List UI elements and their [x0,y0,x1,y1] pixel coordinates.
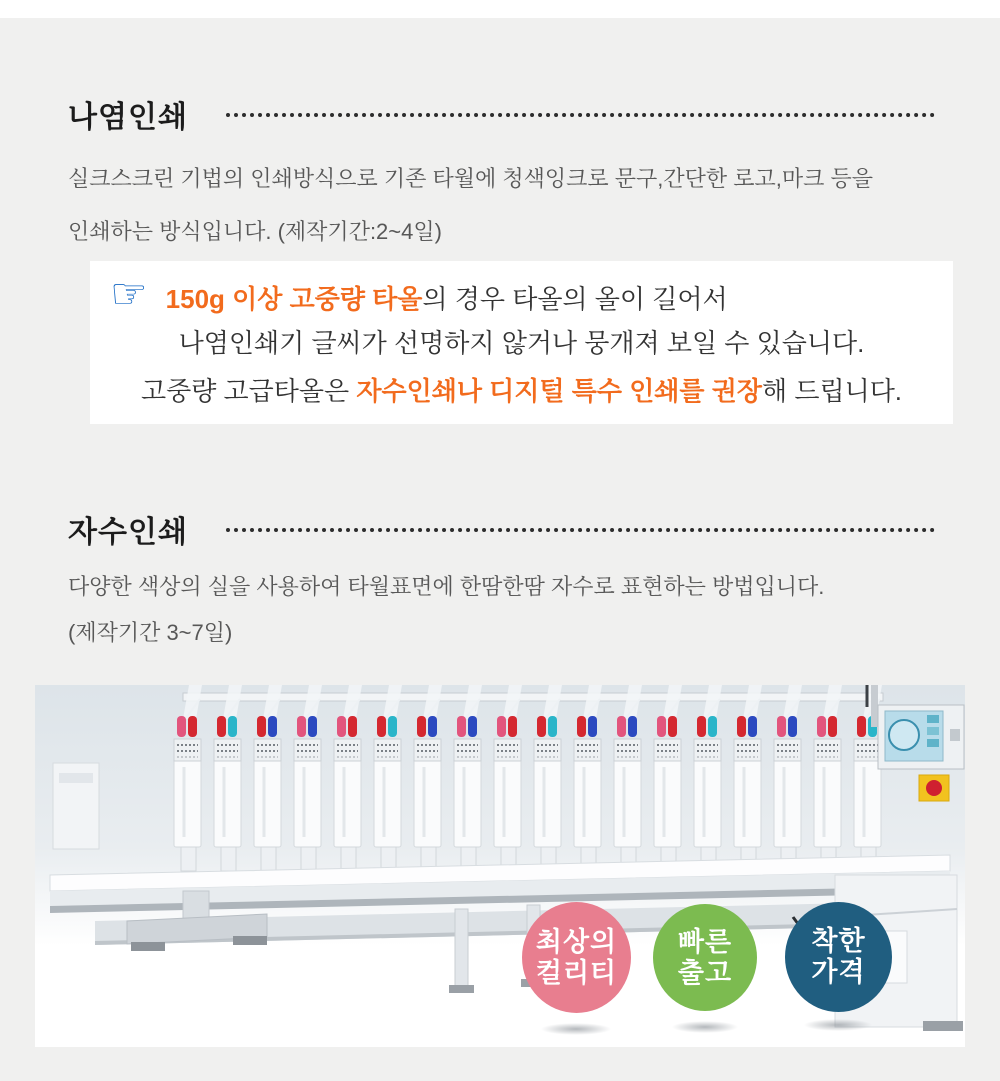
dotted-divider [226,113,935,117]
badge-fast-shipping [653,904,757,1011]
badge-best-quality-line2: 컬리티 [535,957,618,988]
embroidery-description [68,564,953,656]
badge-good-price-line2: 가격 [811,957,866,987]
badge-best-quality [522,902,631,1013]
note-line-2: 나염인쇄기 글씨가 선명하지 않거나 뭉개져 보일 수 있습니다. [178,328,865,358]
pointing-hand-icon: ☞ [110,270,148,317]
note-line1-highlight: 150g 이상 고중량 타올 [165,283,423,314]
badge-fast-shipping-line2: 출고 [677,957,733,988]
embroidery-printing-heading: 자수인쇄 [68,516,188,549]
badge-shadow [672,1021,738,1033]
dotted-divider [226,528,935,532]
badge-shadow [541,1023,611,1035]
note-line3-prefix: 고중량 고급타올은 [140,376,357,406]
badge-best-quality-line1: 최상의 [535,926,618,957]
embroidery-description-line2: (제작기간 3~7일) [68,620,233,645]
note-line3-highlight: 자수인쇄나 디지털 특수 인쇄를 권장 [356,376,762,406]
badge-good-price-line1: 착한 [811,926,866,956]
heavy-towel-note-box [90,261,953,424]
badge-shadow [804,1019,872,1031]
dye-printing-heading: 나염인쇄 [68,101,188,134]
dye-printing-description [68,152,953,258]
note-line1-rest: 의 경우 타올의 올이 길어서 [422,283,728,314]
note-line-1 [90,261,953,319]
badge-good-price [785,902,892,1012]
embroidery-description-line1: 다양한 색상의 실을 사용하여 타월표면에 한땀한땀 자수로 표현하는 방법입니다. [68,574,825,599]
badge-fast-shipping-line1: 빠른 [677,926,733,957]
note-line3-suffix: 해 드립니다. [762,376,903,406]
dye-description-line2: 인쇄하는 방식입니다. (제작기간:2~4일) [68,219,442,244]
note-line-3 [90,367,953,415]
dye-description-line1: 실크스크린 기법의 인쇄방식으로 기존 타월에 청색잉크로 문구,간단한 로고,마크 등을 [68,166,873,191]
embroidery-machine-image [35,685,965,1047]
